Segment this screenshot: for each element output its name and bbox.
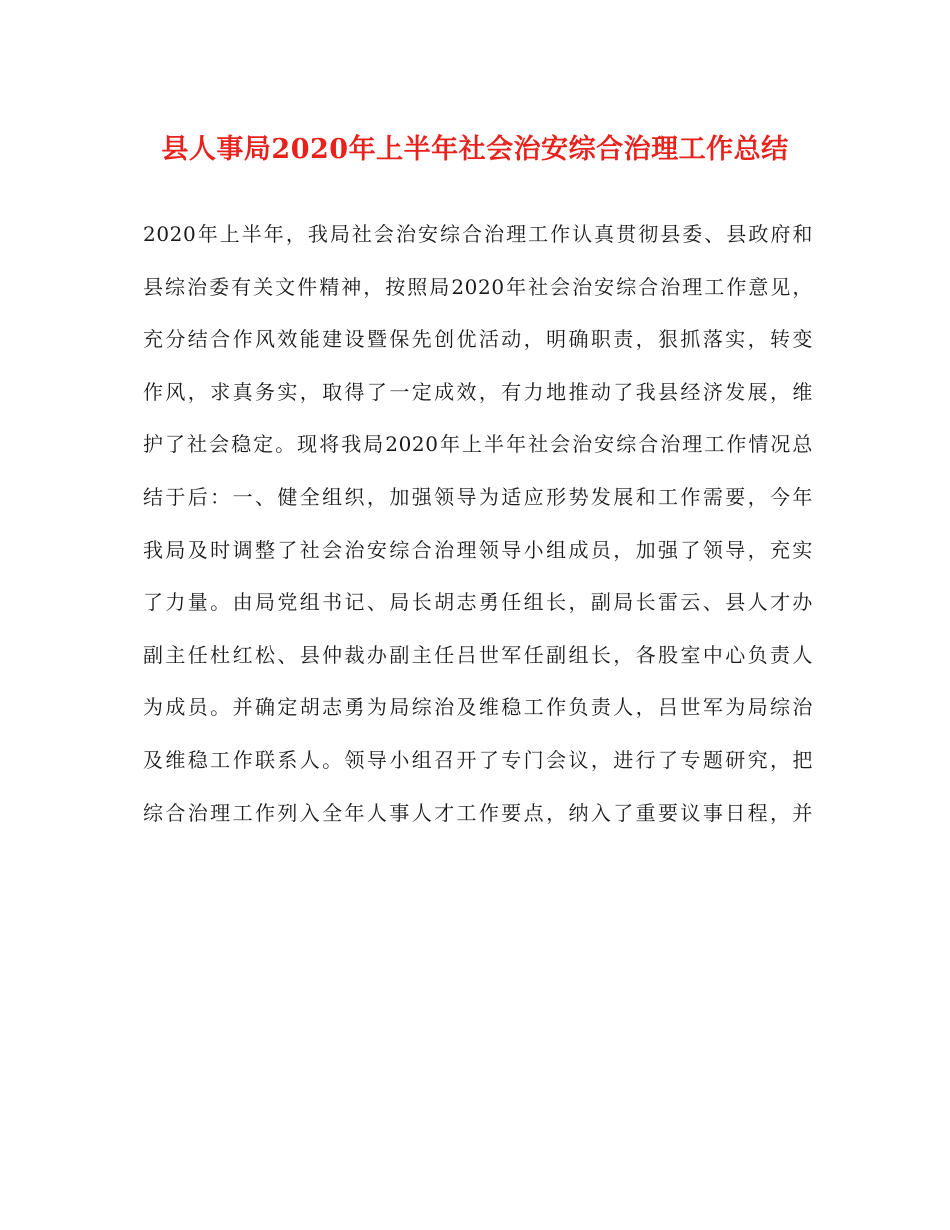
document-body (143, 214, 813, 845)
body-line: 为成员。并确定胡志勇为局综治及维稳工作负责人，吕世军为局综治 (143, 695, 813, 720)
body-line: 副主任杜红松、县仲裁办副主任吕世军任副组长，各股室中心负责人 (143, 642, 813, 667)
document-title: 县人事局2020年上半年社会治安综合治理工作总结 (161, 134, 789, 165)
body-line: 护了社会稳定。现将我局2020年上半年社会治安综合治理工作情况总 (143, 432, 813, 457)
body-line: 综合治理工作列入全年人事人才工作要点，纳入了重要议事日程，并 (143, 800, 813, 825)
body-line: 了力量。由局党组书记、局长胡志勇任组长，副局长雷云、县人才办 (143, 590, 813, 615)
body-line: 结于后：一、健全组织，加强领导为适应形势发展和工作需要，今年 (143, 484, 813, 509)
body-line: 作风，求真务实，取得了一定成效，有力地推动了我县经济发展，维 (143, 379, 813, 404)
body-line: 及维稳工作联系人。领导小组召开了专门会议，进行了专题研究，把 (143, 747, 813, 772)
body-line: 县综治委有关文件精神，按照局2020年社会治安综合治理工作意见， (143, 274, 813, 299)
body-line: 2020年上半年，我局社会治安综合治理工作认真贯彻县委、县政府和 (143, 222, 813, 246)
body-line: 我局及时调整了社会治安综合治理领导小组成员，加强了领导，充实 (143, 537, 813, 562)
body-line: 充分结合作风效能建设暨保先创优活动，明确职责，狠抓落实，转变 (143, 327, 813, 352)
